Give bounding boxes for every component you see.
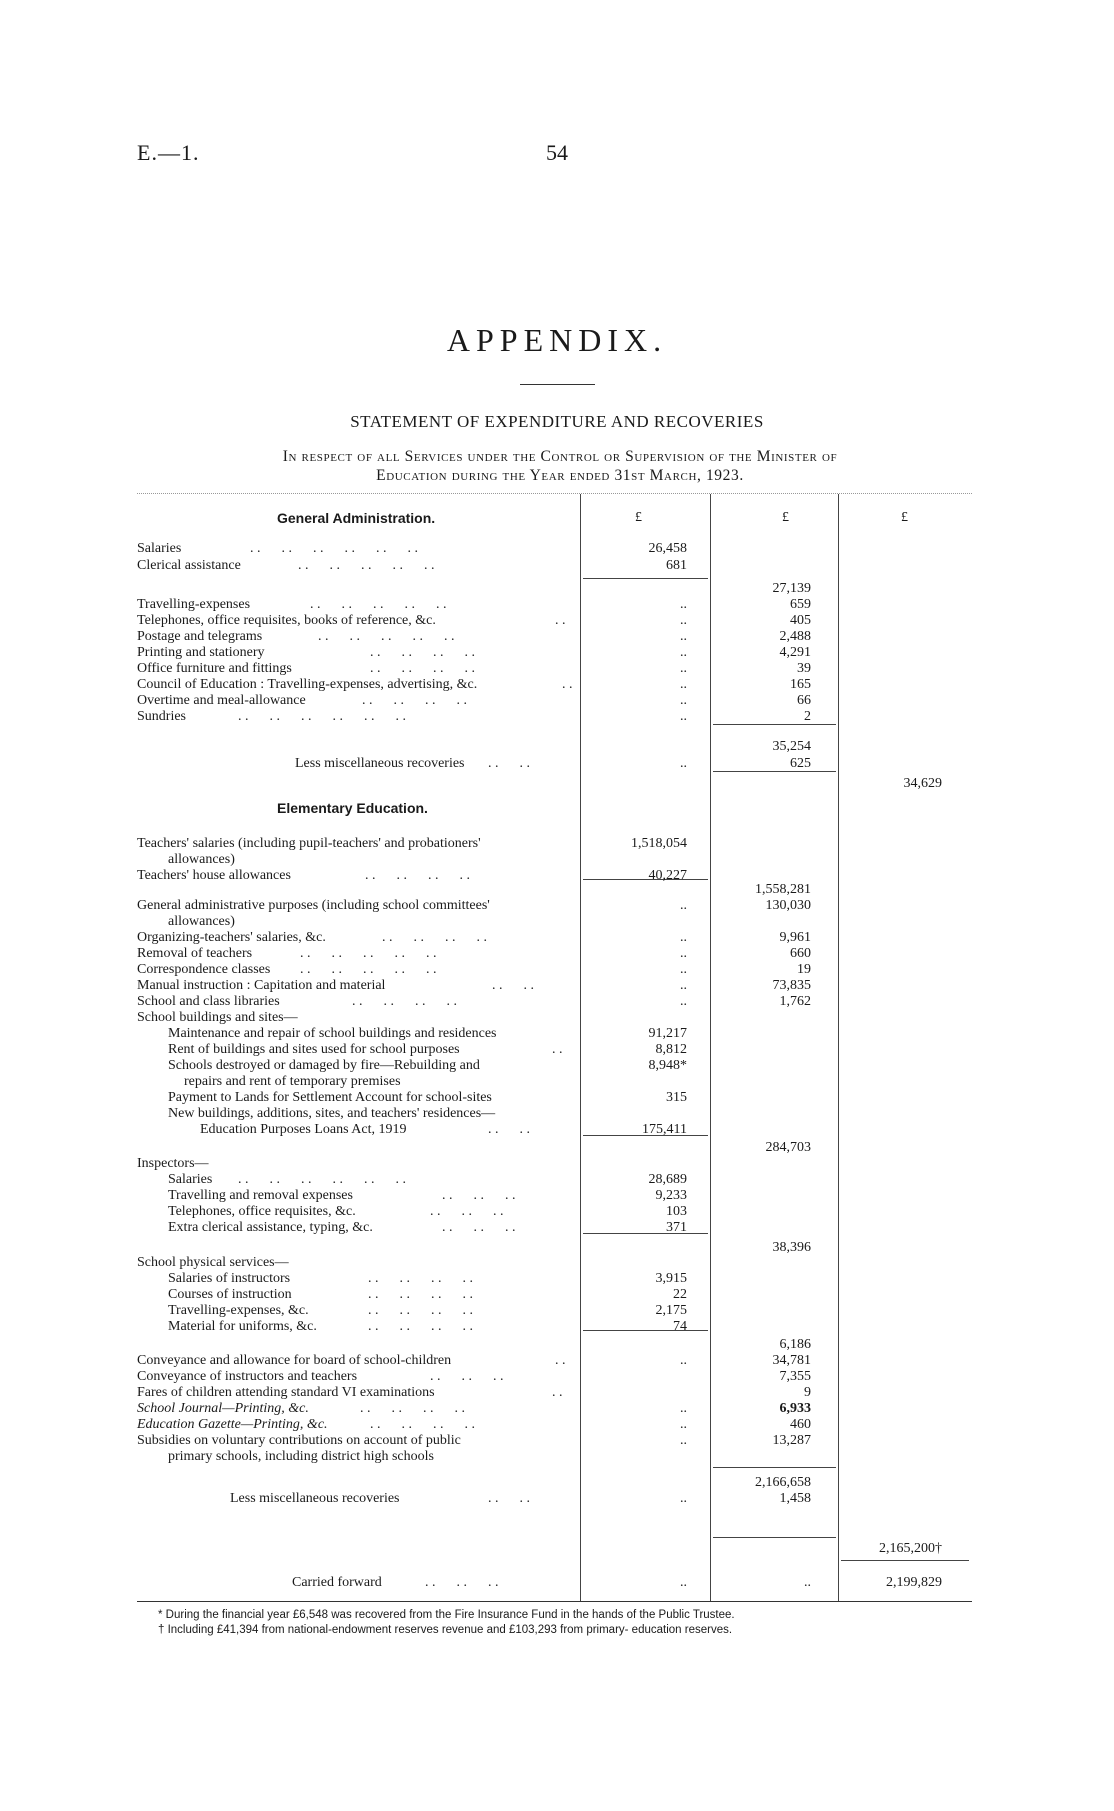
document-reference: E.—1. — [137, 140, 200, 165]
leader-dots: . . . . . . — [430, 1204, 504, 1219]
row-amount: .. — [680, 946, 687, 961]
row-amount: 34,629 — [903, 776, 942, 791]
row-amount: 38,396 — [772, 1240, 811, 1255]
row-amount: 9,961 — [779, 930, 811, 945]
row-amount: 9,233 — [655, 1188, 687, 1203]
row-label: School buildings and sites— — [137, 1010, 298, 1025]
row-label: School and class libraries — [137, 994, 280, 1009]
row-label: Conveyance of instructors and teachers — [137, 1369, 358, 1384]
row-label: Extra clerical assistance, typing, &c. — [168, 1220, 373, 1235]
leader-dots: . . — [555, 613, 566, 628]
row-label: Telephones, office requisites, books of reference, &c. — [137, 613, 436, 628]
row-label: Travelling-expenses, &c. — [168, 1303, 309, 1318]
row-amount: 73,835 — [772, 978, 811, 993]
leader-dots: . . — [552, 1385, 563, 1400]
leader-dots: . . — [555, 1353, 566, 1368]
row-label: allowances) — [168, 914, 235, 929]
row-amount: 1,762 — [779, 994, 811, 1009]
row-label: Salaries of instructors — [168, 1271, 291, 1286]
row-label: Carried forward — [292, 1575, 382, 1590]
row-amount: 35,254 — [772, 739, 811, 754]
row-amount: 681 — [666, 558, 687, 573]
row-amount: 19 — [797, 962, 811, 977]
row-amount: .. — [680, 629, 687, 644]
row-amount: 103 — [666, 1204, 687, 1219]
row-amount: 1,518,054 — [631, 836, 687, 851]
leader-dots: . . . . . . — [425, 1575, 499, 1590]
page-title: APPENDIX. — [446, 322, 668, 358]
row-amount: 39 — [797, 661, 811, 676]
row-amount: .. — [680, 962, 687, 977]
row-label: Fares of children attending standard VI examinations — [137, 1385, 435, 1400]
row-label: Teachers' house allowances — [137, 868, 291, 883]
row-label: Material for uniforms, &c. — [168, 1319, 317, 1334]
row-label: Telephones, office requisites, &c. — [168, 1204, 356, 1219]
leader-dots: . . . . . . . . — [382, 930, 487, 945]
leader-dots: . . . . . . . . — [370, 645, 475, 660]
statement-subtitle-line1: In respect of all Services under the Control or Supervision of the Minister of — [282, 448, 838, 465]
row-amount: 91,217 — [648, 1026, 687, 1041]
row-label: New buildings, additions, sites, and teachers' residences— — [168, 1106, 496, 1121]
leader-dots: . . . . . . . . — [368, 1319, 473, 1334]
leader-dots: . . — [562, 677, 573, 692]
row-amount: .. — [680, 1491, 687, 1506]
row-amount: .. — [680, 978, 687, 993]
row-label: General administrative purposes (including school committees' — [137, 898, 490, 913]
row-amount: 2,175 — [655, 1303, 687, 1318]
leader-dots: . . . . . . . . — [368, 1303, 473, 1318]
page-number: 54 — [546, 140, 568, 165]
row-amount: .. — [680, 613, 687, 628]
row-amount: 165 — [790, 677, 811, 692]
statement-subtitle-line2: Education during the Year ended 31st March, 1923. — [376, 467, 744, 484]
row-amount: 22 — [673, 1287, 687, 1302]
row-amount: 27,139 — [772, 581, 811, 596]
section-heading-elementary: Elementary Education. — [277, 800, 428, 816]
row-amount: 2,488 — [779, 629, 811, 644]
row-label: Less miscellaneous recoveries — [295, 756, 465, 771]
row-amount: .. — [680, 661, 687, 676]
row-amount: .. — [680, 1433, 687, 1448]
row-label: Council of Education : Travelling-expenses, advertising, &c. — [137, 677, 478, 692]
leader-dots: . . . . — [488, 1122, 530, 1137]
leader-dots: . . . . . . — [442, 1220, 516, 1235]
row-label: Subsidies on voluntary contributions on account of public — [137, 1433, 461, 1448]
row-amount: 1,558,281 — [755, 882, 811, 897]
row-label: Education Gazette—Printing, &c. — [137, 1417, 328, 1432]
row-label: Education Purposes Loans Act, 1919 — [200, 1122, 407, 1137]
row-label: Salaries — [168, 1172, 213, 1187]
row-amount: .. — [804, 1575, 811, 1590]
row-label: Travelling-expenses — [137, 597, 251, 612]
row-label: allowances) — [168, 852, 235, 867]
footnote: * During the financial year £6,548 was recovered from the Fire Insurance Fund in the hands of the Public Trustee. — [158, 1609, 735, 1621]
row-amount: 3,915 — [655, 1271, 687, 1286]
row-amount: .. — [680, 1401, 687, 1416]
leader-dots: . . . . . . . . . . . . — [250, 541, 418, 556]
leader-dots: . . . . . . . . — [368, 1287, 473, 1302]
row-amount: .. — [680, 677, 687, 692]
row-amount: .. — [680, 756, 687, 771]
leader-dots: . . . . . . . . . . — [300, 946, 437, 961]
leader-dots: . . . . . . . . . . — [298, 558, 435, 573]
leader-dots: . . . . . . . . . . . . — [238, 709, 406, 724]
table-bottom-rule — [137, 1601, 972, 1602]
row-amount: 130,030 — [765, 898, 811, 913]
currency-header-col2: £ — [782, 510, 789, 525]
row-amount: .. — [680, 994, 687, 1009]
leader-dots: . . . . . . . . — [370, 1417, 475, 1432]
row-amount: 659 — [790, 597, 811, 612]
row-amount: 2,165,200† — [879, 1541, 942, 1556]
row-amount: 26,458 — [648, 541, 687, 556]
leader-dots: . . . . . . . . — [362, 693, 467, 708]
leader-dots: . . . . . . — [430, 1369, 504, 1384]
currency-header-col3: £ — [901, 510, 908, 525]
leader-dots: . . . . . . . . — [370, 661, 475, 676]
row-label: School physical services— — [137, 1255, 289, 1270]
row-label: Travelling and removal expenses — [168, 1188, 353, 1203]
row-label: Clerical assistance — [137, 558, 241, 573]
row-amount: 74 — [673, 1319, 687, 1334]
row-label: Maintenance and repair of school buildings and residences — [168, 1026, 497, 1041]
row-amount: .. — [680, 930, 687, 945]
leader-dots: . . — [552, 1042, 563, 1057]
row-amount: 40,227 — [648, 868, 687, 883]
row-amount: 284,703 — [765, 1140, 811, 1155]
leader-dots: . . . . . . . . . . — [318, 629, 455, 644]
row-amount: 8,948* — [648, 1058, 687, 1073]
row-amount: .. — [680, 1417, 687, 1432]
row-amount: 175,411 — [642, 1122, 687, 1137]
row-amount: 2,199,829 — [886, 1575, 942, 1590]
row-amount: 66 — [797, 693, 811, 708]
row-label: Inspectors— — [137, 1156, 209, 1171]
row-label: Salaries — [137, 541, 182, 556]
row-amount: 13,287 — [772, 1433, 811, 1448]
row-amount: 405 — [790, 613, 811, 628]
row-label: Payment to Lands for Settlement Account for school-sites — [168, 1090, 492, 1105]
footnote: † Including £41,394 from national-endowment reserves revenue and £103,293 from primary- education reserves. — [158, 1624, 733, 1636]
row-amount: 4,291 — [779, 645, 811, 660]
row-label: Correspondence classes — [137, 962, 271, 977]
row-amount: 2 — [804, 709, 811, 724]
row-amount: 7,355 — [779, 1369, 811, 1384]
row-label: Conveyance and allowance for board of school-children — [137, 1353, 452, 1368]
row-amount: .. — [680, 645, 687, 660]
row-label: Courses of instruction — [168, 1287, 292, 1302]
row-amount: 9 — [804, 1385, 811, 1400]
leader-dots: . . . . — [488, 756, 530, 771]
row-amount: 460 — [790, 1417, 811, 1432]
row-label: Office furniture and fittings — [137, 661, 292, 676]
row-label: repairs and rent of temporary premises — [184, 1074, 401, 1089]
row-label: Overtime and meal-allowance — [137, 693, 306, 708]
row-label: Organizing-teachers' salaries, &c. — [137, 930, 326, 945]
leader-dots: . . . . . . — [442, 1188, 516, 1203]
row-amount: 315 — [666, 1090, 687, 1105]
row-label: Sundries — [137, 709, 186, 724]
row-label: Rent of buildings and sites used for school purposes — [168, 1042, 460, 1057]
row-amount: 1,458 — [779, 1491, 811, 1506]
row-label: Postage and telegrams — [137, 629, 263, 644]
row-amount: 6,186 — [779, 1337, 811, 1352]
row-amount: 625 — [790, 756, 811, 771]
row-label: Printing and stationery — [137, 645, 265, 660]
row-amount: 371 — [666, 1220, 687, 1235]
row-label: Removal of teachers — [137, 946, 253, 961]
row-amount: 34,781 — [772, 1353, 811, 1368]
row-amount: .. — [680, 1353, 687, 1368]
row-amount: 28,689 — [648, 1172, 687, 1187]
section-heading-general: General Administration. — [277, 510, 436, 526]
row-label: Schools destroyed or damaged by fire—Rebuilding and — [168, 1058, 480, 1073]
statement-title: STATEMENT OF EXPENDITURE AND RECOVERIES — [350, 412, 764, 431]
row-label: Less miscellaneous recoveries — [230, 1491, 400, 1506]
row-amount: 2,166,658 — [755, 1475, 811, 1490]
row-amount: 8,812 — [655, 1042, 687, 1057]
leader-dots: . . . . — [488, 1491, 530, 1506]
row-label: School Journal—Printing, &c. — [137, 1401, 309, 1416]
leader-dots: . . . . . . . . — [352, 994, 457, 1009]
row-label: primary schools, including district high schools — [168, 1449, 434, 1464]
leader-dots: . . . . . . . . — [360, 1401, 465, 1416]
currency-header-col1: £ — [635, 510, 642, 525]
row-amount: .. — [680, 709, 687, 724]
row-amount: .. — [680, 898, 687, 913]
row-amount: 660 — [790, 946, 811, 961]
leader-dots: . . . . . . . . . . — [310, 597, 447, 612]
row-label: Manual instruction : Capitation and material — [137, 978, 386, 993]
row-amount: 6,933 — [779, 1401, 811, 1416]
leader-dots: . . . . . . . . . . . . — [238, 1172, 406, 1187]
leader-dots: . . . . . . . . — [368, 1271, 473, 1286]
row-label: Teachers' salaries (including pupil-teachers' and probationers' — [137, 836, 481, 851]
row-amount: .. — [680, 597, 687, 612]
row-amount: .. — [680, 1575, 687, 1590]
leader-dots: . . . . . . . . — [365, 868, 470, 883]
leader-dots: . . . . — [492, 978, 534, 993]
leader-dots: . . . . . . . . . . — [300, 962, 437, 977]
row-amount: .. — [680, 693, 687, 708]
